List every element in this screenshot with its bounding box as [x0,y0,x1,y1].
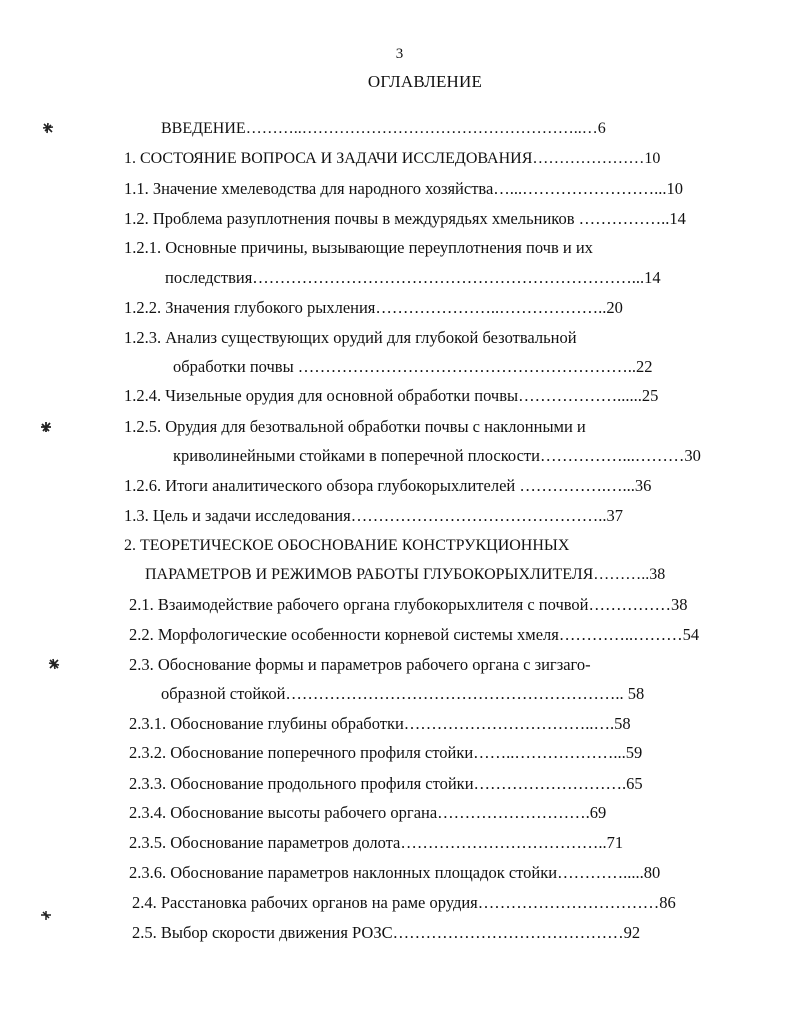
toc-entry: 2.3.1. Обоснование глубины обработки……………………………..….58 [129,714,631,733]
toc-entry: 2.3. Обоснование формы и параметров рабочего органа с зигзаго- [129,655,591,674]
toc-entry: 1.1. Значение хмелеводства для народного хозяйства…...……………………...10 [124,179,684,198]
scan-smudge-mark [48,658,60,670]
scan-smudge-mark [42,122,54,134]
toc-entry-continuation: последствия……………………………………………………………...14 [165,268,661,287]
toc-entry: 2.3.2. Обоснование поперечного профиля стойки……..………………...59 [129,743,643,762]
toc-entry: 2.3.6. Обоснование параметров наклонных площадок стойки………….....80 [129,863,661,882]
toc-entry-introduction: ВВЕДЕНИЕ………..……………………………………………..…6 [161,120,606,137]
toc-entry: 1.2.2. Значения глубокого рыхления…………………..………………..20 [124,298,623,317]
toc-entry: 1.2.4. Чизельные орудия для основной обработки почвы………………......25 [124,386,659,405]
page-number: 3 [395,46,404,62]
page-title: ОГЛАВЛЕНИЕ [367,72,483,91]
toc-entry: 2.1. Взаимодействие рабочего органа глубокорыхлителя с почвой……………38 [129,595,688,614]
toc-entry: 1.2.3. Анализ существующих орудий для глубокой безотвальной [124,328,577,347]
toc-entry-chapter-2: 2. ТЕОРЕТИЧЕСКОЕ ОБОСНОВАНИЕ КОНСТРУКЦИОННЫХ [124,537,570,554]
toc-entry: 2.5. Выбор скорости движения РОЗС……………………………………92 [132,923,641,942]
toc-entry: 2.3.5. Обоснование параметров долота………………………………..71 [129,833,624,852]
toc-entry-chapter-1: 1. СОСТОЯНИЕ ВОПРОСА И ЗАДАЧИ ИССЛЕДОВАНИЯ…………………10 [124,150,661,167]
toc-entry: 1.2.1. Основные причины, вызывающие переуплотнения почв и их [124,238,593,257]
toc-entry: 1.2.6. Итоги аналитического обзора глубокорыхлителей …………….…...36 [124,476,652,495]
toc-entry: 1.2. Проблема разуплотнения почвы в междурядьях хмельников ……………..14 [124,209,686,228]
toc-entry-continuation: обработки почвы ……………………………………………………..22 [173,357,653,376]
toc-entry: 1.3. Цель и задачи исследования………………………………………..37 [124,506,623,525]
toc-entry-continuation: криволинейными стойками в поперечной плоскости……………...………30 [173,446,701,465]
toc-entry: 2.2. Морфологические особенности корневой системы хмеля…………..………54 [129,625,700,644]
toc-entry: 2.4. Расстановка рабочих органов на раме орудия……………………………86 [132,893,676,912]
scan-smudge-mark [40,909,52,921]
toc-entry: 1.2.5. Орудия для безотвальной обработки почвы с наклонными и [124,417,586,436]
toc-entry: 2.3.4. Обоснование высоты рабочего органа……………………….69 [129,803,607,822]
toc-entry: 2.3.3. Обоснование продольного профиля стойки……………………….65 [129,774,643,793]
toc-entry-continuation: образной стойкой…………………………………………………….. 58 [161,684,645,703]
scan-smudge-mark [40,421,52,433]
toc-entry-continuation: ПАРАМЕТРОВ И РЕЖИМОВ РАБОТЫ ГЛУБОКОРЫХЛИТЕЛЯ………..38 [145,566,666,583]
